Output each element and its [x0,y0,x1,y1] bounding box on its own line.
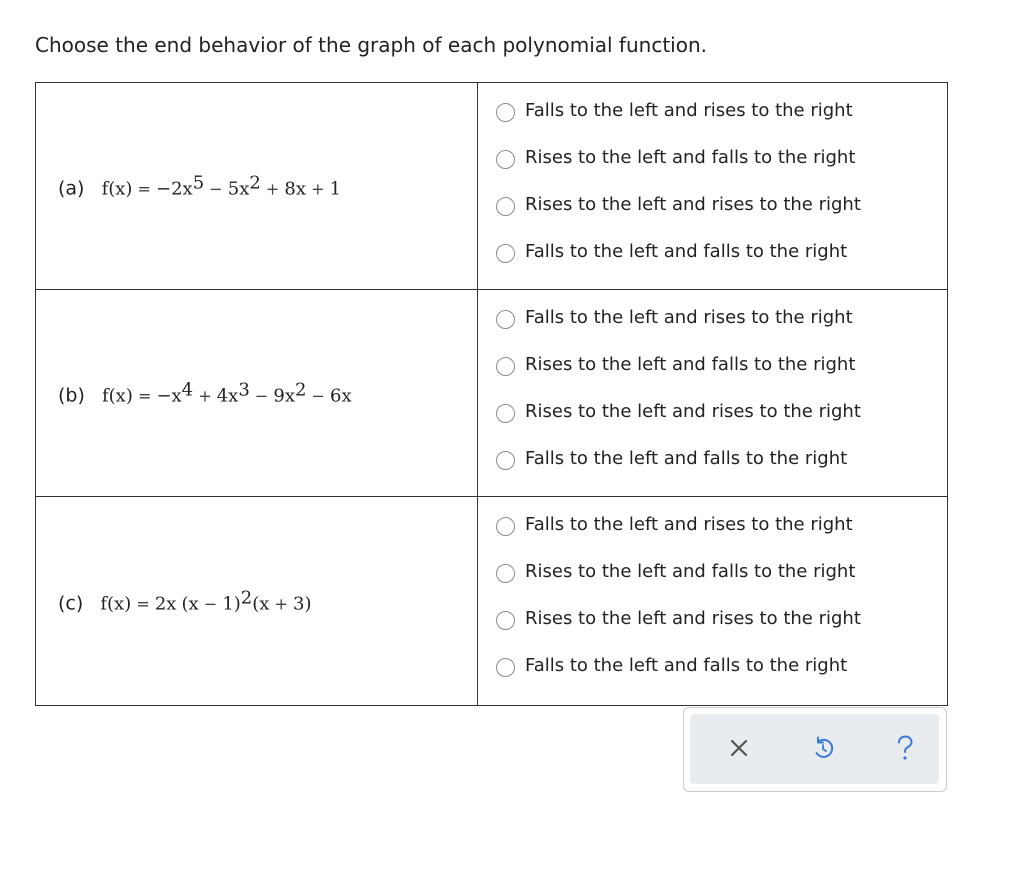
option-label: Rises to the left and falls to the right [525,146,856,168]
question-table [35,82,948,706]
term: 2x [154,593,177,615]
option-c-falls-left-falls-right[interactable] [496,650,847,680]
problem-label: (c) [58,592,84,615]
operator: − [311,386,325,406]
exponent: 2 [240,587,253,609]
exponent: 2 [294,379,307,401]
equals-sign: = [137,386,152,406]
option-b-falls-left-rises-right[interactable] [496,302,853,332]
undo-button[interactable] [803,728,843,768]
help-icon [893,734,917,762]
problem-row-a [36,83,947,290]
problem-cell-c [36,497,478,705]
term: 8x [284,178,307,200]
option-c-rises-left-rises-right[interactable] [496,603,861,633]
problem-label: (a) [58,177,85,200]
operator: + [198,386,212,406]
radio-button[interactable] [496,658,515,677]
function-lhs: f(x) [101,178,133,200]
radio-button[interactable] [496,564,515,583]
instruction-text: Choose the end behavior of the graph of each polynomial function. [35,33,707,57]
function-lhs: f(x) [100,593,132,615]
operator: − [203,594,218,614]
operator: + [274,594,288,614]
option-label: Falls to the left and falls to the right [525,447,848,469]
exponent: 2 [249,172,261,194]
answer-toolbar [683,707,947,792]
option-label: Rises to the left and falls to the right [525,353,856,375]
option-a-rises-left-rises-right[interactable] [496,189,861,219]
problem-row-b [36,290,947,497]
function-expression-c [58,587,312,614]
factor: (x [181,593,199,615]
equals-sign: = [136,594,150,614]
problem-row-c [36,497,947,705]
operator: + [265,179,280,199]
term: −2x [156,178,193,200]
clear-button[interactable] [719,728,759,768]
operator: − [254,386,269,406]
radio-button[interactable] [496,357,515,376]
option-a-falls-left-rises-right[interactable] [496,95,853,125]
option-label: Rises to the left and falls to the right [525,560,856,582]
option-b-rises-left-falls-right[interactable] [496,349,855,379]
option-label: Falls to the left and rises to the right [525,513,853,535]
option-b-rises-left-rises-right[interactable] [496,396,861,426]
exponent: 5 [192,172,205,194]
option-label: Rises to the left and rises to the right [525,400,861,422]
term: 1 [329,178,342,200]
radio-button[interactable] [496,451,515,470]
option-a-rises-left-falls-right[interactable] [496,142,855,172]
term: 9x [273,385,295,407]
option-label: Rises to the left and rises to the right [525,607,861,629]
problem-cell-a [36,83,478,289]
radio-button[interactable] [496,103,515,122]
options-cell-c [478,497,947,705]
undo-icon [810,735,836,761]
operator: + [311,179,325,199]
radio-button[interactable] [496,150,515,169]
radio-button[interactable] [496,197,515,216]
factor: 1) [222,593,241,615]
operator: − [209,179,223,199]
option-label: Falls to the left and rises to the right [525,99,853,121]
options-cell-b [478,290,947,496]
option-c-falls-left-rises-right[interactable] [496,509,853,539]
close-icon [728,737,750,759]
option-label: Falls to the left and falls to the right [525,654,848,676]
radio-button[interactable] [496,244,515,263]
term: 5x [227,178,250,200]
option-label: Falls to the left and rises to the right [525,306,853,328]
option-label: Rises to the left and rises to the right [525,193,861,215]
function-lhs: f(x) [101,385,133,407]
problem-cell-b [36,290,478,496]
options-cell-a [478,83,947,289]
radio-button[interactable] [496,611,515,630]
option-c-rises-left-falls-right[interactable] [496,556,855,586]
radio-button[interactable] [496,310,515,329]
term: −x [156,385,182,407]
option-b-falls-left-falls-right[interactable] [496,443,847,473]
function-expression-a [58,172,341,199]
radio-button[interactable] [496,517,515,536]
option-a-falls-left-falls-right[interactable] [496,236,847,266]
factor: (x [252,593,270,615]
function-expression-b [58,379,352,406]
factor: 3) [293,593,312,615]
radio-button[interactable] [496,404,515,423]
equals-sign: = [137,179,151,199]
toolbar-panel [690,714,939,784]
term: 6x [330,385,352,407]
help-button[interactable] [885,728,925,768]
problem-label: (b) [58,384,85,407]
option-label: Falls to the left and falls to the right [525,240,848,262]
term: 4x [216,385,239,407]
exponent: 3 [238,379,250,401]
exponent: 4 [181,379,194,401]
